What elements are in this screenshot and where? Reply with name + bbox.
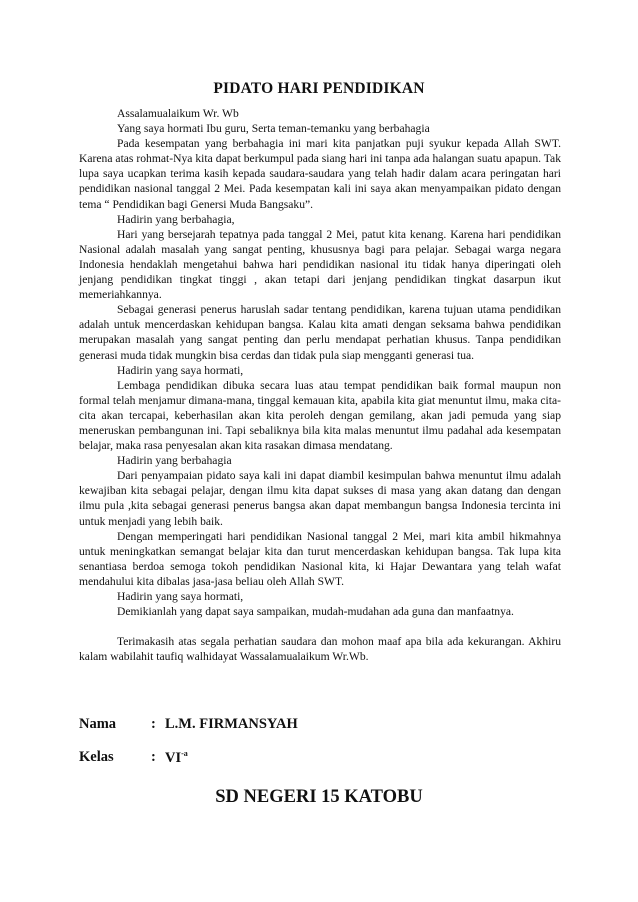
class-colon: : [151, 749, 156, 765]
class-number: VI [165, 750, 182, 766]
name-colon: : [151, 716, 156, 732]
school-name: SD NEGERI 15 KATOBU [215, 787, 423, 807]
address-line: Hadirin yang saya hormati, [117, 590, 244, 603]
class-label: Kelas [79, 749, 114, 765]
paragraph-closing: Terimakasih atas segala perhatian saudara dan mohon maaf apa bila ada kekurangan. Akhiru kalam wabilahit taufiq walhidayat Wassalamualaikum Wr.Wb. [79, 635, 561, 664]
salutation: Yang saya hormati Ibu guru, Serta teman-temanku yang berbahagia [117, 122, 430, 136]
paragraph-purpose: Sebagai generasi penerus haruslah sadar tentang pendidikan, karena tujuan utama pendidikan adalah untuk mencerdaskan kehidupan bangsa. Kalau kita amati dengan seksama bahwa pendidikan merupakan masalah yang sangat penting dan perlu mendapat perhatian khusus. Tanpa pendidikan generasi muda tidak mungkin bisa cerdas dan tidak pula siap mengganti generasi tua. [79, 303, 561, 362]
greeting: Assalamualaikum Wr. Wb [117, 107, 239, 120]
paragraph-history: Hari yang bersejarah tepatnya pada tanggal 2 Mei, patut kita kenang. Karena hari pendidikan Nasional adalah masalah yang sangat penting, khususnya bagi para pelajar. Sebagai warga negara Indonesia hendaklah mengetahui bahwa hari pendidikan nasional itu tidak hanya diperingati oleh jenjang pendidikan tingkat tinggi , akan tetapi dari jenjang pendidikan tingkat dasarpun ikut memeriahkannya. [79, 227, 561, 302]
paragraph-institutions: Lembaga pendidikan dibuka secara luas atau tempat pendidikan baik formal maupun non formal telah menjamur dimana-mana, tinggal kemauan kita, apabila kita giat menuntut ilmu, maka cita-cita akan tercapai, keberhasilan akan kita peroleh dengan gemilang, akan jadi pemuda yang siap meneruskan pembangunan ini. Tapi sebaliknya bila kita malas menuntut ilmu padahal ada kesempatan belajar, maka rasa penyesalan akan kita rasakan dimasa mendatang. [79, 378, 561, 453]
class-value [165, 749, 188, 767]
address-line: Hadirin yang berbahagia [117, 454, 232, 468]
speech-body [79, 106, 561, 664]
class-suffix: -a [181, 749, 188, 758]
paragraph-commemoration: Dengan memperingati hari pendidikan Nasional tanggal 2 Mei, mari kita ambil hikmahnya untuk meningkatkan semangat belajar kita dan turut mencerdaskan kehidupan bangsa. Tak lupa kita senantiasa berdoa semoga tokoh pendidikan Nasional kita, ki Hajar Dewantara yang telah wafat mendahului kita dibalas jasa-jasa beliau oleh Allah SWT. [79, 529, 561, 588]
paragraph-ending: Demikianlah yang dapat saya sampaikan, mudah-mudahan ada guna dan manfaatnya. [117, 605, 514, 619]
paragraph-conclusion: Dari penyampaian pidato saya kali ini dapat diambil kesimpulan bahwa menuntut ilmu adalah kewajiban kita sebagai pelajar, dengan ilmu kita dapat sukses di masa yang akan datang dan dengan ilmu pula ,kita sebagai generasi penerus bangsa akan dapat membangun bangsa Indonesia tercinta ini untuk menjadi yang lebih baik. [79, 469, 561, 528]
page-title: PIDATO HARI PENDIDIKAN [213, 80, 425, 97]
address-line: Hadirin yang saya hormati, [117, 363, 244, 377]
address-line: Hadirin yang berbahagia, [117, 212, 235, 226]
name-label: Nama [79, 716, 117, 732]
paragraph-opening: Pada kesempatan yang berbahagia ini mari kita panjatkan puji syukur kepada Allah SWT. Karena atas rohmat-Nya kita dapat berkumpul pada siang hari ini tanpa ada halangan suatu apapun. Tak lupa saya ucapkan terima kasih kepada saudara-saudara yang telah hadir dalam acara peringatan hari pendidikan nasional tanggal 2 Mei. Pada kesempatan kali ini saya akan menyampaikan pidato dengan tema “ Pendidikan bagi Genersi Muda Bangsaku”. [79, 137, 561, 211]
name-value: L.M. FIRMANSYAH [165, 716, 298, 732]
